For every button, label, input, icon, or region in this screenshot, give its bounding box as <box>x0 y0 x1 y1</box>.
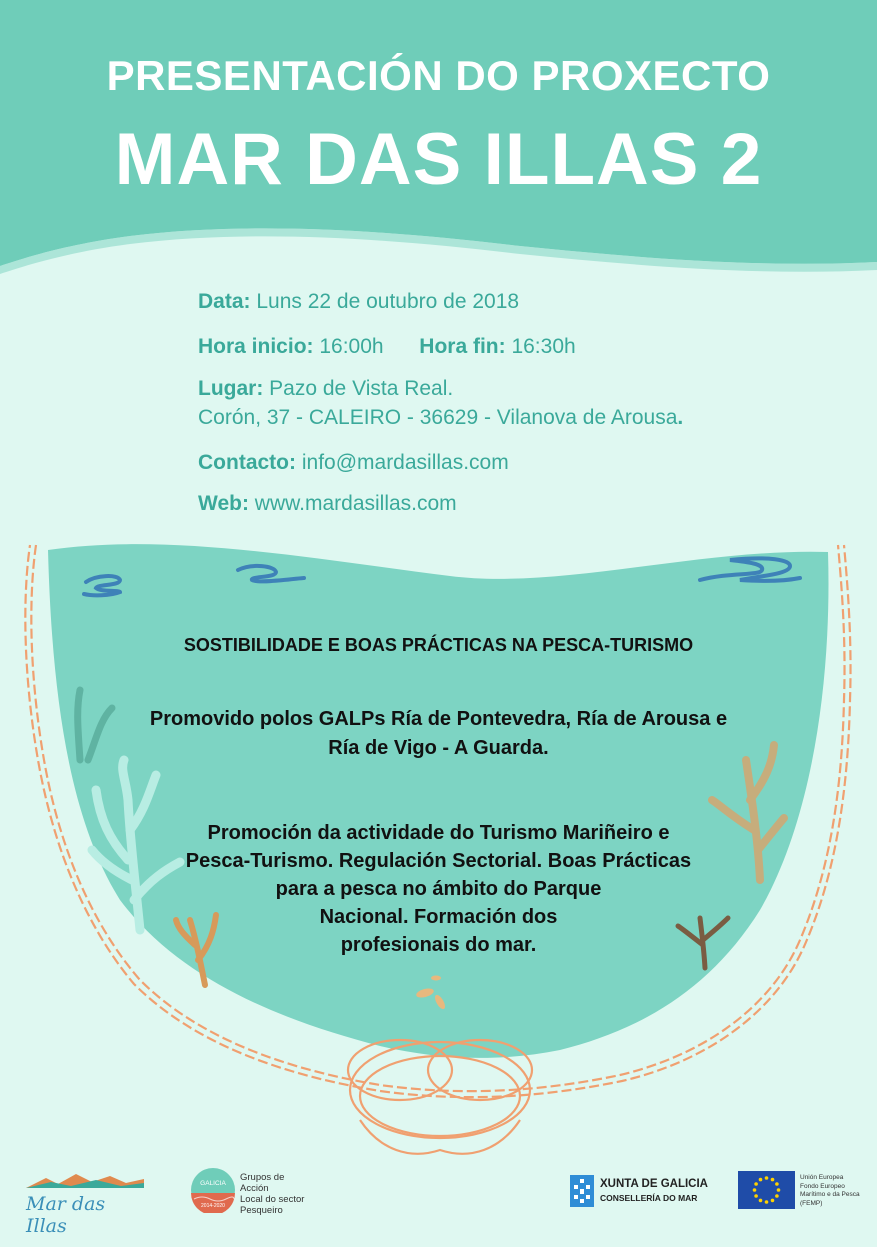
website-link[interactable]: www.mardasillas.com <box>254 492 457 515</box>
end-time-value: 16:30h <box>511 335 576 358</box>
web-label: Web: <box>198 492 249 515</box>
eu-line-3: Marítimo e da Pesca <box>800 1191 860 1198</box>
place-dot: . <box>677 406 684 429</box>
title-line-1: PRESENTACIÓN DO PROXECTO <box>106 52 771 99</box>
eu-line-4: (FEMP) <box>800 1199 823 1207</box>
galp-badge-icon <box>190 1167 236 1213</box>
description-line-1: Promoción da actividade do Turismo Mariñeiro e <box>207 822 670 844</box>
place-label: Lugar: <box>198 377 264 400</box>
galp-line-3: Local do sector <box>240 1194 305 1205</box>
description-line-4: Nacional. Formación dos <box>319 906 558 928</box>
galp-badge-bottom: 2014-2020 <box>201 1203 225 1209</box>
description-line-2: Pesca-Turismo. Regulación Sectorial. Boas Prácticas <box>185 850 692 872</box>
description-line-3: para a pesca no ámbito do Parque <box>275 878 602 900</box>
galp-badge-top: GALICIA <box>200 1180 226 1187</box>
section-heading: SOSTIBILIDADE E BOAS PRÁCTICAS NA PESCA-TURISMO <box>183 635 694 655</box>
description-line-5: profesionais do mar. <box>340 934 537 956</box>
contact-label: Contacto: <box>198 451 296 474</box>
promoted-line-1: Promovido polos GALPs Ría de Pontevedra, Ría de Arousa e <box>149 708 728 730</box>
galp-line-4: Pesqueiro <box>240 1205 283 1216</box>
place-line-2: Corón, 37 - CALEIRO - 36629 - Vilanova de Arousa <box>198 406 678 429</box>
mar-logo-text: Mar das Illas <box>26 1193 106 1237</box>
galp-text <box>240 1172 304 1216</box>
galp-line-2: Acción <box>240 1183 269 1194</box>
start-time-value: 16:00h <box>319 335 384 358</box>
mar-das-illas-logo <box>26 1170 146 1237</box>
xunta-text <box>600 1177 708 1205</box>
contact-email-link[interactable]: info@mardasillas.com <box>301 451 509 474</box>
galp-badge <box>190 1167 236 1213</box>
date-value: Luns 22 de outubro de 2018 <box>256 290 520 313</box>
page-title: MAR DAS ILLAS 2 <box>114 119 763 200</box>
eu-line-1: Unión Europea <box>800 1174 844 1181</box>
place-line-1: Pazo de Vista Real. <box>269 377 454 400</box>
xunta-line-1: XUNTA DE GALICIA <box>600 1178 708 1190</box>
mountains-icon <box>26 1170 146 1190</box>
xunta-line-2: CONSELLERÍA DO MAR <box>600 1193 698 1203</box>
promoted-line-2: Ría de Vigo - A Guarda. <box>328 737 549 759</box>
xunta-shield-icon <box>570 1175 594 1207</box>
eu-line-2: Fondo Europeo <box>800 1182 845 1190</box>
galp-line-1: Grupos de <box>240 1172 285 1183</box>
date-label: Data: <box>198 290 251 313</box>
start-time-label: Hora inicio: <box>198 335 314 358</box>
end-time-label: Hora fin: <box>419 335 506 358</box>
eu-flag-icon <box>738 1171 795 1209</box>
eu-text <box>800 1174 860 1208</box>
